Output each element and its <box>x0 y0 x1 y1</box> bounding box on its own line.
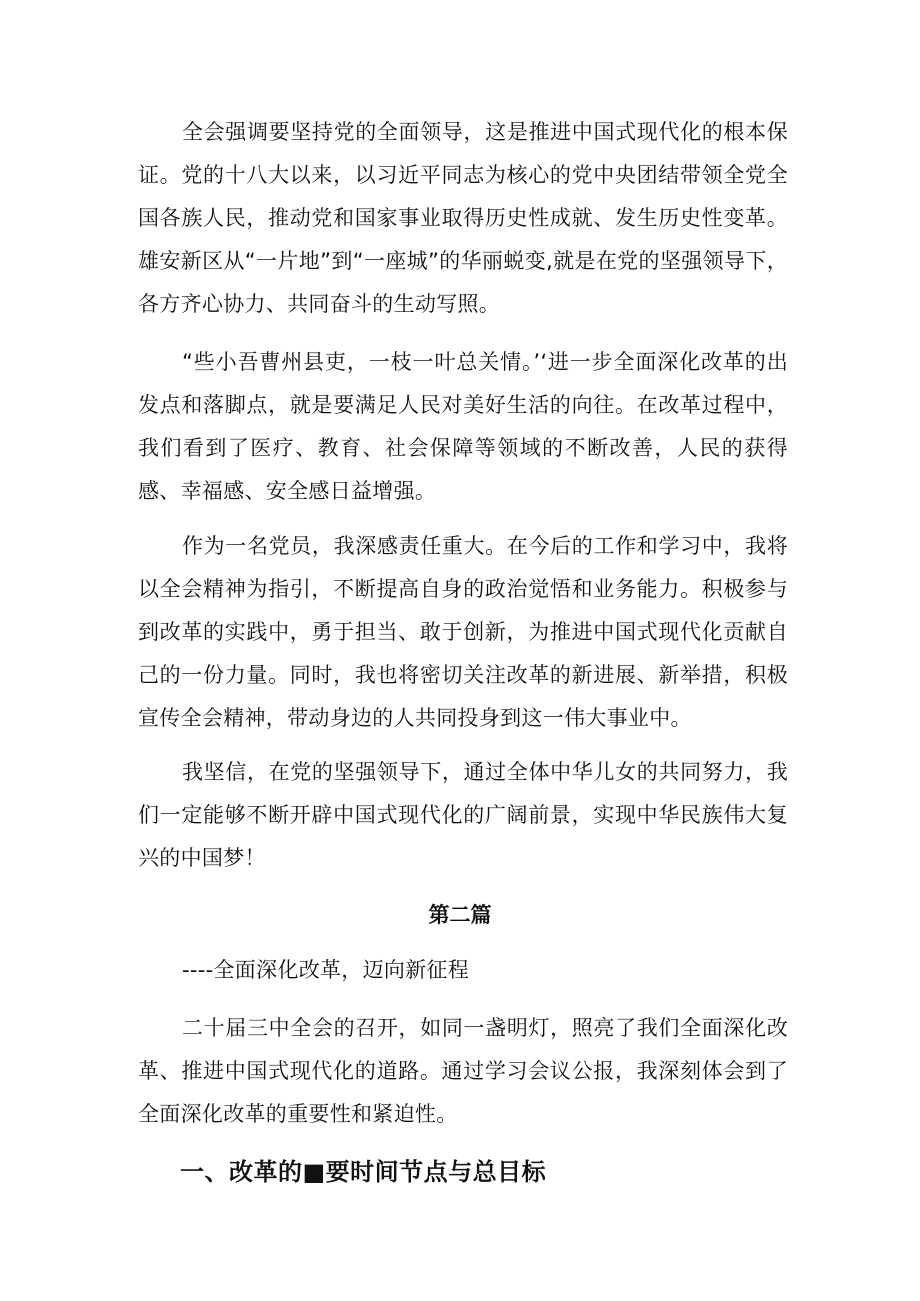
paragraph-intro: 二十届三中全会的召开，如同一盏明灯，照亮了我们全面深化改革、推进中国式现代化的道路。通过学习会议公报，我深刻体会到了全面深化改革的重要性和紧迫性。 <box>138 1016 788 1126</box>
section-subtitle: ----全面深化改革，迈向新征程 <box>182 958 470 982</box>
paragraph-party-leadership: 全会强调要坚持党的全面领导，这是推进中国式现代化的根本保证。党的十八大以来，以习近平同志为核心的党中央团结带领全党全国各族人民，推动党和国家事业取得历史性成就、发生历史性变革。雄安新区从“一片地”到“一座城”的华丽蜕变,就是在党的坚强领导下，各方齐心协力、共同奋斗的生动写照。 <box>138 120 788 316</box>
paragraph-people-wellbeing: “些小吾曹州县吏，一枝一叶总关情。’‘进一步全面深化改革的出发点和落脚点，就是要满足人民对美好生活的向往。在改革过程中，我们看到了医疗、教育、社会保障等领域的不断改善，人民的获得感、幸福感、安全感日益增强。 <box>138 350 788 503</box>
section-heading: 一、改革的■要时间节点与总目标 <box>180 1158 547 1186</box>
paragraph-conviction: 我坚信，在党的坚强领导下，通过全体中华儿女的共同努力，我们一定能够不断开辟中国式现代化的广阔前景，实现中华民族伟大复兴的中国梦！ <box>138 760 788 870</box>
section-title: 第二篇 <box>428 903 492 927</box>
paragraph-party-member-duty: 作为一名党员，我深感责任重大。在今后的工作和学习中，我将以全会精神为指引，不断提高自身的政治觉悟和业务能力。积极参与到改革的实践中，勇于担当、敢于创新，为推进中国式现代化贡献自己的一份力量。同时，我也将密切关注改革的新进展、新举措，积极宣传全会精神，带动身边的人共同投身到这一伟大事业中。 <box>138 534 788 730</box>
